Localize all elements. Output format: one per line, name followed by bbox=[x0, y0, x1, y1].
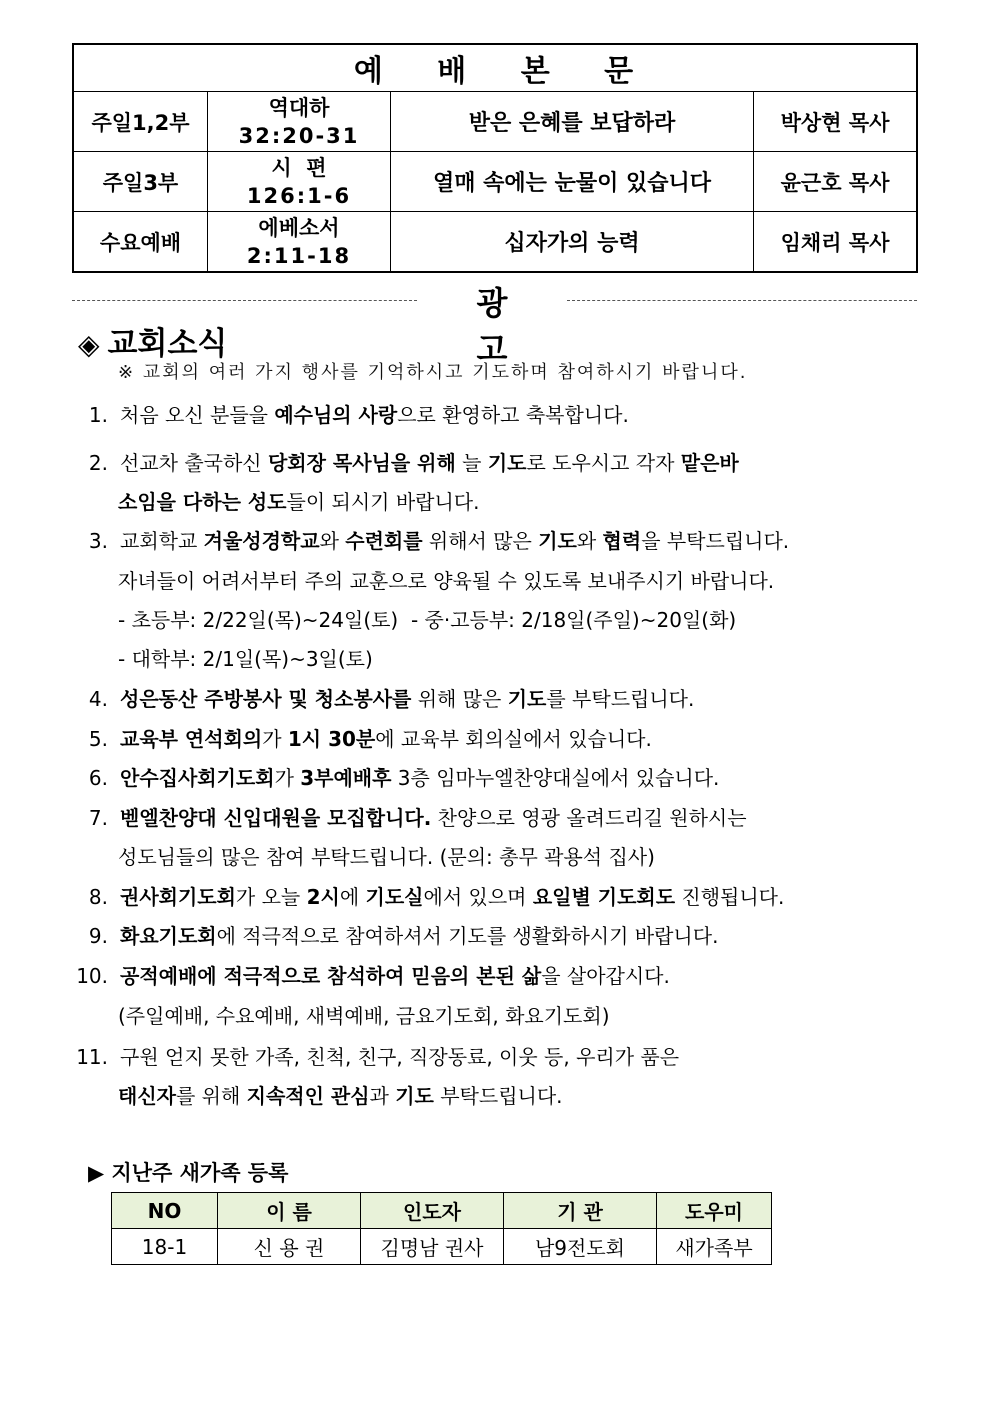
news-item bbox=[82, 802, 747, 831]
preacher: 박상현 목사 bbox=[754, 92, 918, 152]
news-item bbox=[82, 762, 719, 791]
table-cell: 신 용 권 bbox=[218, 1229, 361, 1265]
service-name: 주일3부 bbox=[73, 152, 208, 212]
news-item bbox=[82, 525, 789, 554]
news-emphasis: 안수집사회기도회 bbox=[120, 766, 275, 790]
news-text: 과 bbox=[369, 1084, 396, 1108]
news-text: 와 bbox=[576, 529, 603, 553]
news-text: 3층 임마누엘찬양대실에서 있습니다. bbox=[391, 766, 720, 790]
news-item bbox=[118, 1080, 563, 1109]
news-emphasis: 기도실 bbox=[365, 885, 424, 909]
news-text: 성도님들의 많은 참여 부탁드립니다. (문의: 총무 곽용석 집사) bbox=[118, 845, 655, 869]
news-item bbox=[82, 399, 629, 428]
news-item-number: 7. bbox=[88, 806, 108, 830]
scripture bbox=[208, 152, 391, 212]
news-item bbox=[70, 960, 670, 989]
news-emphasis: 교육부 연석회의 bbox=[120, 727, 263, 751]
news-text: 들이 되시기 바랍니다. bbox=[286, 490, 480, 514]
table-cell: 새가족부 bbox=[657, 1229, 772, 1265]
table-cell: 김명남 권사 bbox=[361, 1229, 504, 1265]
header-cell: NO bbox=[112, 1193, 218, 1229]
news-emphasis: 기도 bbox=[538, 529, 577, 553]
news-emphasis: 공적예배에 적극적으로 참석하여 믿음의 본된 삶 bbox=[120, 964, 542, 988]
news-text: 교회학교 bbox=[120, 529, 204, 553]
news-item bbox=[82, 683, 694, 712]
news-emphasis: 벧엘찬양대 신입대원을 모집합니다. bbox=[120, 806, 432, 830]
church-news-heading bbox=[78, 318, 227, 363]
scripture-book: 시 편 bbox=[271, 155, 327, 180]
news-text: 으로 환영하고 축복합니다. bbox=[397, 403, 629, 427]
header-cell: 기 관 bbox=[504, 1193, 657, 1229]
news-emphasis: 요일별 기도회도 bbox=[532, 885, 676, 909]
sermon-table bbox=[72, 43, 918, 273]
news-emphasis: 3부예배후 bbox=[300, 766, 392, 790]
news-text: 자녀들이 어려서부터 주의 교훈으로 양육될 수 있도록 보내주시기 바랍니다. bbox=[118, 569, 775, 593]
church-news-title: 교회소식 bbox=[107, 326, 228, 362]
news-item-number: 1. bbox=[88, 403, 108, 427]
news-emphasis: 성은동산 주방봉사 및 청소봉사를 bbox=[120, 687, 412, 711]
preacher: 윤근호 목사 bbox=[754, 152, 918, 212]
sermon-row bbox=[73, 212, 917, 273]
new-family-table bbox=[111, 1192, 772, 1265]
news-emphasis: 태신자 bbox=[118, 1084, 176, 1108]
news-item-number: 5. bbox=[88, 727, 108, 751]
news-emphasis: 협력 bbox=[602, 529, 642, 553]
news-text: 을 살아갑시다. bbox=[541, 964, 670, 988]
news-text: 에서 있으며 bbox=[423, 885, 533, 909]
news-text: 가 오늘 bbox=[235, 885, 307, 909]
news-emphasis: 겨울성경학교 bbox=[203, 529, 320, 553]
news-text: 에 bbox=[339, 885, 366, 909]
news-item-number: 3. bbox=[88, 529, 108, 553]
news-item bbox=[70, 1041, 679, 1070]
scripture-verse: 32:20-31 bbox=[238, 123, 360, 148]
news-item bbox=[82, 447, 739, 476]
news-item bbox=[118, 841, 655, 870]
header-cell: 이 름 bbox=[218, 1193, 361, 1229]
news-text: 을 부탁드립니다. bbox=[641, 529, 790, 553]
news-text: 구원 얻지 못한 가족, 친척, 친구, 직장동료, 이웃 등, 우리가 품은 bbox=[120, 1045, 680, 1069]
church-news-note: ※ 교회의 여러 가지 행사를 기억하시고 기도하며 참여하시기 바랍니다. bbox=[118, 362, 748, 383]
dashed-divider bbox=[72, 300, 417, 301]
diamond-icon: ◈ bbox=[78, 328, 100, 361]
service-name: 수요예배 bbox=[73, 212, 208, 273]
news-text: 처음 오신 분들을 bbox=[120, 403, 275, 427]
table-header-row bbox=[112, 1193, 772, 1229]
news-emphasis: 소임을 다하는 성도 bbox=[118, 490, 287, 514]
news-text: - 대학부: 2/1일(목)~3일(토) bbox=[118, 647, 373, 671]
news-text: 찬양으로 영광 올려드리길 원하시는 bbox=[431, 806, 747, 830]
news-emphasis: 예수님의 사랑 bbox=[274, 403, 398, 427]
sermon-title: 예 배 본 문 bbox=[73, 44, 917, 92]
news-emphasis: 당회장 목사님을 위해 bbox=[267, 451, 456, 475]
news-text: 가 bbox=[274, 766, 301, 790]
news-emphasis: 2시 bbox=[306, 885, 340, 909]
news-item-number: 6. bbox=[88, 766, 108, 790]
scripture-book: 역대하 bbox=[268, 95, 330, 120]
news-item-number: 8. bbox=[88, 885, 108, 909]
news-text: - 초등부: 2/22일(목)~24일(토) - 중·고등부: 2/18일(주일)~20일(화) bbox=[118, 608, 737, 632]
sermon-subject: 받은 은혜를 보답하라 bbox=[391, 92, 754, 152]
scripture-verse: 2:11-18 bbox=[246, 243, 352, 268]
news-item bbox=[82, 881, 784, 910]
news-emphasis: 1시 30분 bbox=[287, 727, 376, 751]
scripture-book: 에베소서 bbox=[258, 215, 340, 240]
news-text: 위해서 많은 bbox=[422, 529, 539, 553]
news-text: 진행됩니다. bbox=[675, 885, 785, 909]
news-emphasis: 지속적인 관심 bbox=[246, 1084, 370, 1108]
service-name: 주일1,2부 bbox=[73, 92, 208, 152]
news-text: 부탁드립니다. bbox=[433, 1084, 563, 1108]
announcements-title: 광 고 bbox=[476, 284, 558, 368]
news-text: 로 도우시고 각자 bbox=[526, 451, 681, 475]
news-item bbox=[82, 920, 718, 949]
news-item bbox=[118, 643, 373, 672]
news-item bbox=[118, 565, 774, 594]
news-text: 위해 많은 bbox=[411, 687, 508, 711]
scripture bbox=[208, 92, 391, 152]
table-cell: 남9전도회 bbox=[504, 1229, 657, 1265]
sermon-row bbox=[73, 92, 917, 152]
news-text: 와 bbox=[319, 529, 346, 553]
news-emphasis: 기도 bbox=[487, 451, 527, 475]
news-emphasis: 기도 bbox=[395, 1084, 434, 1108]
news-emphasis: 맡은바 bbox=[680, 451, 739, 475]
news-emphasis: 권사회기도회 bbox=[120, 885, 236, 909]
news-text: 에 교육부 회의실에서 있습니다. bbox=[375, 727, 652, 751]
news-text: (주일예배, 수요예배, 새벽예배, 금요기도회, 화요기도회) bbox=[118, 1004, 610, 1028]
news-item bbox=[118, 486, 479, 515]
news-text: 선교차 출국하신 bbox=[120, 451, 268, 475]
news-item-number: 4. bbox=[88, 687, 108, 711]
header-cell: 인도자 bbox=[361, 1193, 504, 1229]
news-item-number: 10. bbox=[76, 964, 108, 988]
news-text: 가 bbox=[262, 727, 288, 751]
news-item-number: 9. bbox=[88, 924, 108, 948]
header-cell: 도우미 bbox=[657, 1193, 772, 1229]
news-emphasis: 수련회를 bbox=[345, 529, 423, 553]
sermon-subject: 열매 속에는 눈물이 있습니다 bbox=[391, 152, 754, 212]
news-emphasis: 기도 bbox=[507, 687, 547, 711]
scripture bbox=[208, 212, 391, 273]
news-emphasis: 화요기도회 bbox=[120, 924, 217, 948]
news-item bbox=[118, 604, 736, 633]
news-item-number: 2. bbox=[88, 451, 108, 475]
dashed-divider bbox=[567, 300, 917, 301]
news-text: 에 적극적으로 참여하셔서 기도를 생활화하시기 바랍니다. bbox=[216, 924, 719, 948]
preacher: 임채리 목사 bbox=[754, 212, 918, 273]
news-text: 를 부탁드립니다. bbox=[546, 687, 695, 711]
table-cell: 18-1 bbox=[112, 1229, 218, 1265]
table-row bbox=[112, 1229, 772, 1265]
news-item bbox=[118, 1000, 610, 1029]
sermon-row bbox=[73, 152, 917, 212]
scripture-verse: 126:1-6 bbox=[246, 183, 352, 208]
news-item-number: 11. bbox=[76, 1045, 108, 1069]
new-family-title: ▶ 지난주 새가족 등록 bbox=[88, 1161, 289, 1185]
news-text: 를 위해 bbox=[175, 1084, 247, 1108]
sermon-subject: 십자가의 능력 bbox=[391, 212, 754, 273]
news-text: 늘 bbox=[455, 451, 488, 475]
news-item bbox=[82, 723, 652, 752]
